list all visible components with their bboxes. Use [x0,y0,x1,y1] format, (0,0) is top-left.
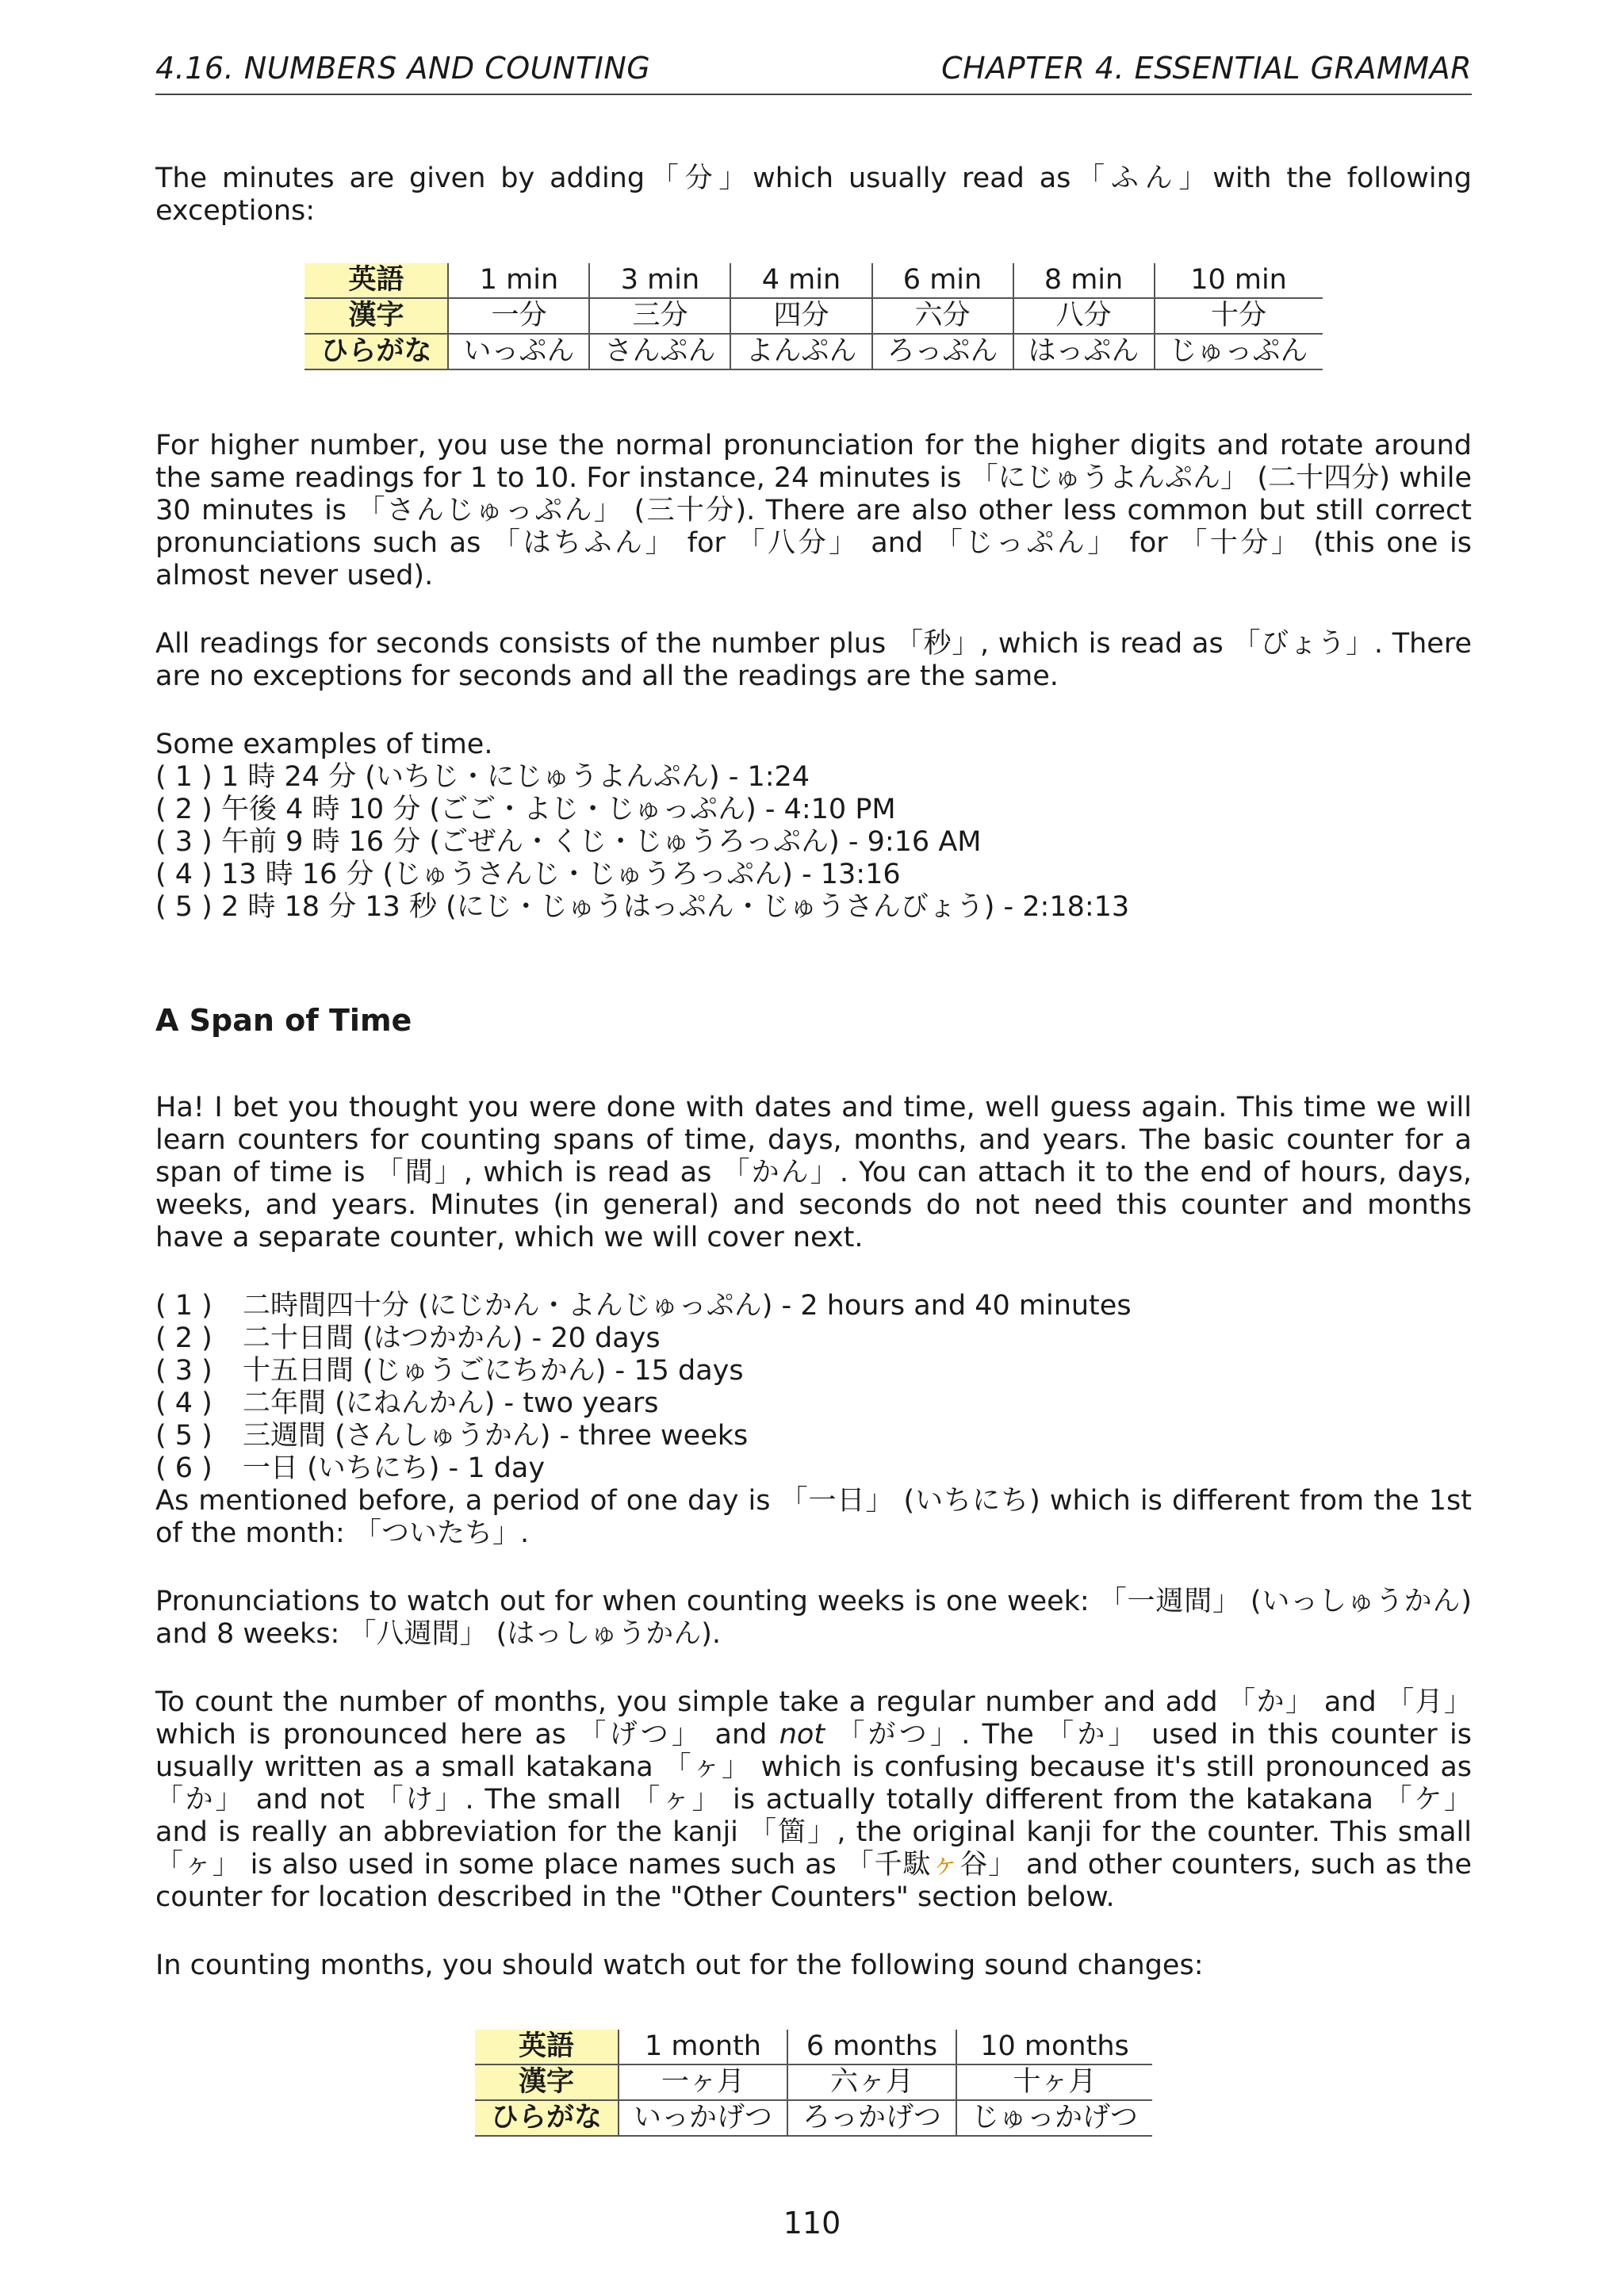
list-item: ( 6 ) 一日 (いちにち) - 1 day [155,1452,546,1484]
table-cell: さんぷん [589,334,730,369]
list-item: ( 4 ) 二年間 (にねんかん) - two years [155,1387,659,1419]
table-row [304,334,1322,369]
minutes-intro: The minutes are given by adding「分」which usually read as「ふん」with the following exceptions: [155,163,1472,227]
table-cell: 十ヶ月 [956,2064,1152,2100]
one-day-paragraph: As mentioned before, a period of one day is 「一日」 (いちにち) which is different from the 1st of the month: 「ついたち」. [155,1485,1472,1549]
table-cell: ろっかげつ [787,2100,956,2136]
table-cell: 4 min [730,263,871,298]
months-paragraph: To count the number of months, you simple take a regular number and add 「か」 and 「月」 which is pronounced here as 「げつ」 and not 「がつ」. The 「か」 used in this counter is usually written as a small katakana 「ヶ」 which is confusing because it's still pronounced as 「か」 and not 「け」. The small 「ヶ」 is actually totally different from the katakana 「ケ」 and is really an abbreviation for the kanji 「箇」, the original kanji for the counter. This small 「ヶ」 is also used in some place names such as 「千駄ヶ谷」 and other counters, such as the counter for location described in the "Other Counters" section below. [155,1686,1472,1913]
span-intro-paragraph: Ha! I bet you thought you were done with dates and time, well guess again. This time we will learn counters for counting spans of time, days, months, and years. The basic counter for a span of time is 「間」, which is read as 「かん」. You can attach it to the end of hours, days, weeks, and years. Minutes (in general) and seconds do not need this counter and months have a separate counter, which we will cover next. [155,1092,1472,1253]
table-cell: 八分 [1013,298,1155,334]
table-cell: 十分 [1155,298,1323,334]
table-row [475,2100,1152,2136]
table-cell: よんぷん [730,334,871,369]
list-item: ( 2 ) 午後 4 時 10 分 (ごご・よじ・じゅっぷん) - 4:10 PM [155,794,896,825]
list-item: ( 3 ) 午前 9 時 16 分 (ごぜん・くじ・じゅうろっぷん) - 9:16 AM [155,826,982,858]
table-cell: 8 min [1013,263,1155,298]
seconds-paragraph: All readings for seconds consists of the number plus 「秒」, which is read as 「びょう」. There are no exceptions for seconds and all the readings are the same. [155,628,1472,692]
time-examples [155,729,1472,924]
table-cell: 1 month [619,2030,787,2064]
table-row [304,263,1322,298]
chapter-title: CHAPTER 4. ESSENTIAL GRAMMAR [941,51,1472,86]
table-row [304,298,1322,334]
list-item: ( 3 ) 十五日間 (じゅうごにちかん) - 15 days [155,1355,744,1387]
table-row [475,2030,1152,2064]
section-heading: A Span of Time [155,1003,412,1038]
weeks-paragraph: Pronunciations to watch out for when counting weeks is one week: 「一週間」 (いっしゅうかん) and 8 weeks: 「八週間」 (はっしゅうかん). [155,1586,1472,1650]
list-item: ( 4 ) 13 時 16 分 (じゅうさんじ・じゅうろっぷん) - 13:16 [155,859,901,890]
table-cell: いっぷん [448,334,589,369]
list-item: ( 5 ) 三週間 (さんしゅうかん) - three weeks [155,1420,749,1452]
table-cell: 10 min [1155,263,1323,298]
table-cell: 四分 [730,298,871,334]
table-cell: じゅっかげつ [956,2100,1152,2136]
table-cell: 10 months [956,2030,1152,2064]
table-cell: 6 months [787,2030,956,2064]
minutes-table [304,263,1322,370]
table-label: 漢字 [475,2064,619,2100]
table-cell: 6 min [872,263,1013,298]
list-item: ( 1 ) 二時間四十分 (にじかん・よんじゅっぷん) - 2 hours and 40 minutes [155,1290,1132,1322]
table-cell: 3 min [589,263,730,298]
table-cell: 六ヶ月 [787,2064,956,2100]
months-table [475,2030,1152,2137]
list-item: ( 2 ) 二十日間 (はつかかん) - 20 days [155,1322,661,1354]
higher-numbers-paragraph: For higher number, you use the normal pronunciation for the higher digits and rotate around the same readings for 1 to 10. For instance, 24 minutes is 「にじゅうよんぷん」 (二十四分) while 30 minutes is 「さんじゅっぷん」 (三十分). There are also other less common but still correct pronunciations such as 「はちふん」 for 「八分」 and 「じっぷん」 for 「十分」 (this one is almost never used). [155,430,1472,591]
table-label: 英語 [475,2030,619,2064]
table-cell: 一ヶ月 [619,2064,787,2100]
table-cell: じゅっぷん [1155,334,1323,369]
table-cell: 三分 [589,298,730,334]
table-label: ひらがな [304,334,448,369]
highlighted-katakana: ヶ [931,1849,960,1881]
table-label: ひらがな [475,2100,619,2136]
list-item: ( 5 ) 2 時 18 分 13 秒 (にじ・じゅうはっぷん・じゅうさんびょう) - 2:18:13 [155,891,1130,923]
months-intro: In counting months, you should watch out for the following sound changes: [155,1950,1204,1981]
list-item: ( 1 ) 1 時 24 分 (いちじ・にじゅうよんぷん) - 1:24 [155,761,810,793]
section-title: 4.16. NUMBERS AND COUNTING [155,51,651,86]
table-cell: 六分 [872,298,1013,334]
table-cell: ろっぷん [872,334,1013,369]
span-examples [155,1290,1472,1485]
table-cell: 一分 [448,298,589,334]
table-label: 英語 [304,263,448,298]
main-content [155,163,1472,2137]
table-cell: はっぷん [1013,334,1155,369]
table-row [475,2064,1152,2100]
table-label: 漢字 [304,298,448,334]
table-cell: いっかげつ [619,2100,787,2136]
examples-intro: Some examples of time. [155,729,493,760]
running-header [155,51,1472,95]
table-cell: 1 min [448,263,589,298]
page-number: 110 [783,2206,841,2241]
